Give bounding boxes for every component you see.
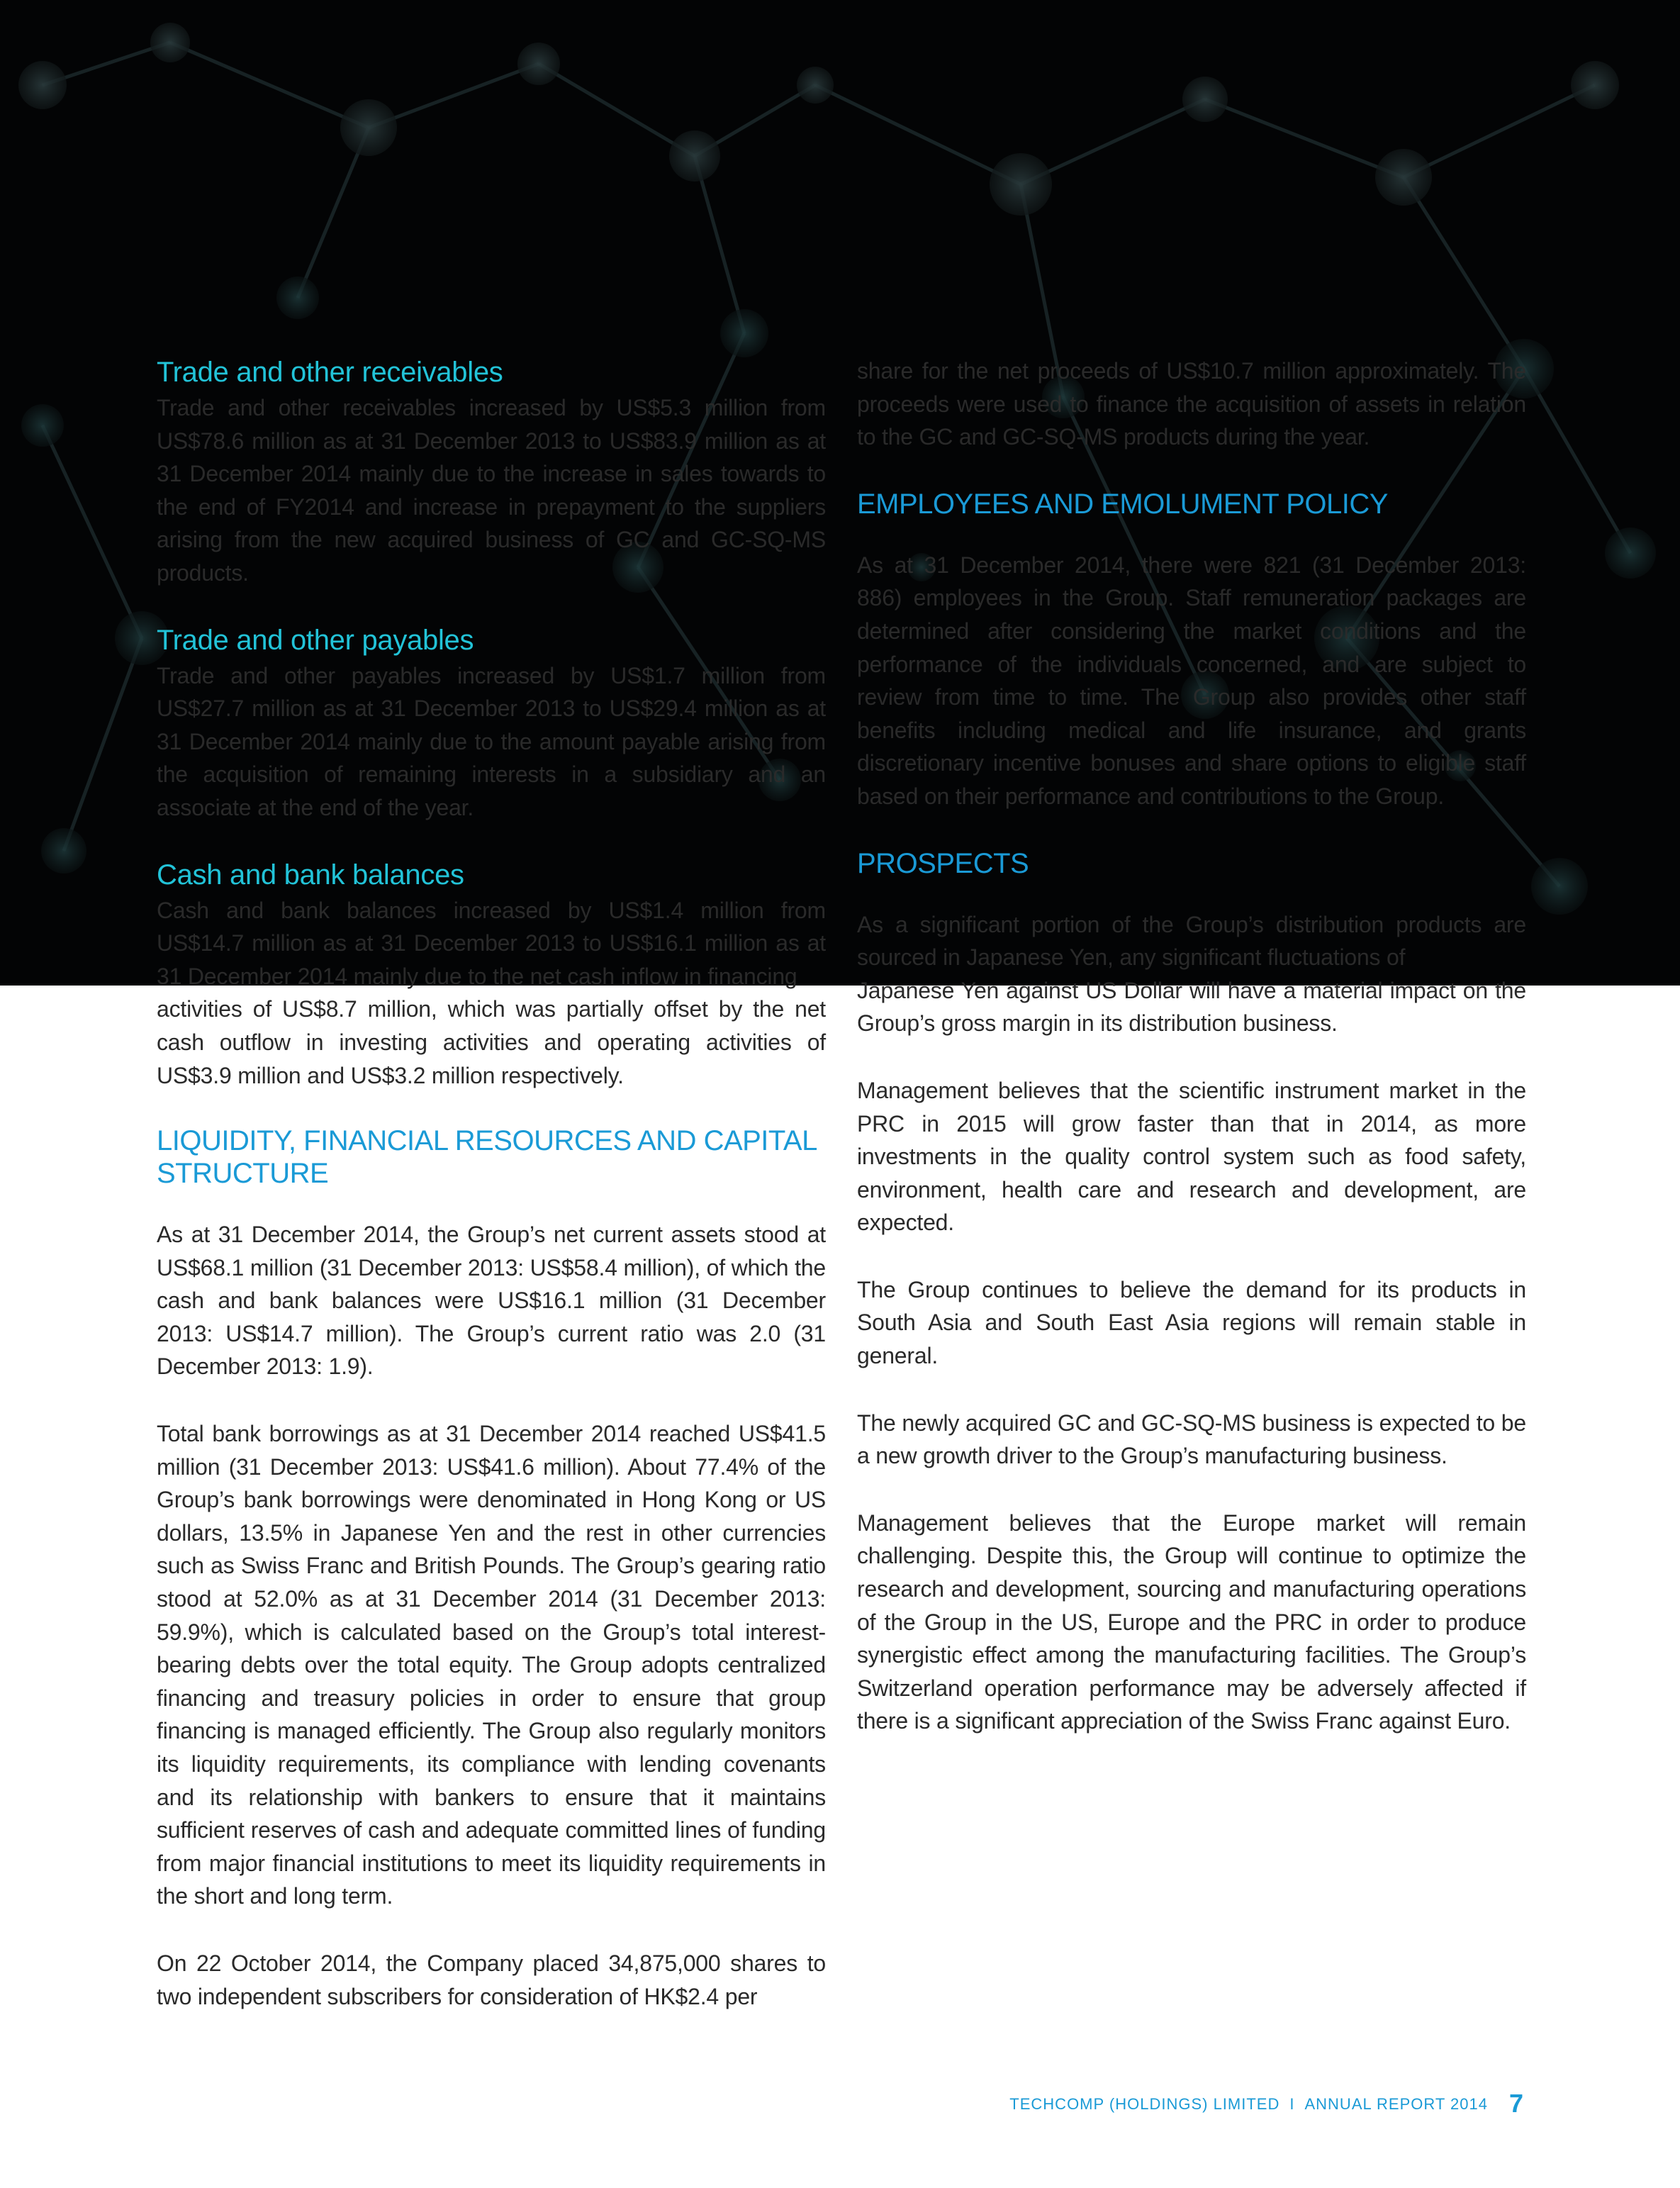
footer-separator: I (1289, 2095, 1295, 2113)
cash-text-dark: Cash and bank balances increased by US$1.4 million from US$14.7 million as at 31 December 2013 to US$16.1 million as at 31 December 2014 mainly due to the net cash inflow in financing (157, 897, 826, 989)
right-column (857, 355, 1526, 1738)
footer-report: ANNUAL REPORT 2014 (1304, 2095, 1488, 2113)
prospects-paragraph-1: Japanese Yen against US Dollar will have a material impact on the Group’s gross margin in its distribution business. (857, 977, 1526, 1037)
prospects-paragraph-5: Management believes that the Europe market will remain challenging. Despite this, the Group will continue to optimize the research and development, sourcing and manufacturing operations of the Group in the US, Europe and the PRC in order to produce synergistic effect among the manufacturing facilities. The Group’s Switzerland operation performance may be adversely affected if there is a significant appreciation of the Swiss Franc against Euro. (857, 1509, 1526, 1734)
liquidity-paragraph-1: As at 31 December 2014, the Group’s net current assets stood at US$68.1 million (31 December 2013: US$58.4 million), of which the cash and bank balances were US$16.1 million (31 December 2013: US$14.7 million). The Group’s current ratio was 2.0 (31 December 2013: 1.9). (157, 1222, 826, 1380)
payables-text: Trade and other payables increased by US$1.7 million from US$27.7 million as at 31 December 2013 to US$29.4 million as at 31 December 2014 mainly due to the amount payable arising from the acquisition of remaining interests in a subsidiary and an associate at the end of the year. (157, 662, 826, 820)
payables-heading: Trade and other payables (157, 624, 474, 656)
liquidity-paragraph-3: On 22 October 2014, the Company placed 34,875,000 shares to two independent subscribers for consideration of HK$2.4 per (157, 1950, 826, 2009)
cash-heading: Cash and bank balances (157, 859, 464, 891)
cash-text: activities of US$8.7 million, which was partially offset by the net cash outflow in investing activities and operating activities of US$3.9 million and US$3.2 million respectively. (157, 996, 826, 1088)
page-number: 7 (1508, 2089, 1523, 2118)
prospects-heading: PROSPECTS (857, 847, 1029, 879)
receivables-text: Trade and other receivables increased by US$5.3 million from US$78.6 million as at 31 December 2013 to US$83.9 million as at 31 December 2014 mainly due to the increase in sales towards to the end of FY2014 and increase in prepayment to the suppliers arising from the new acquired business of GC and GC-SQ-MS products. (157, 395, 826, 586)
prospects-paragraph-3: The Group continues to believe the demand for its products in South Asia and South East Asia regions will remain stable in general. (857, 1276, 1526, 1369)
placement-continuation: share for the net proceeds of US$10.7 million approximately. The proceeds were used to finance the acquisition of assets in relation to the GC and GC-SQ-MS products during the year. (857, 358, 1526, 450)
left-column (157, 355, 826, 2013)
employees-heading: EMPLOYEES AND EMOLUMENT POLICY (857, 488, 1388, 520)
employees-text: As at 31 December 2014, there were 821 (31 December 2013: 886) employees in the Group. Staff remuneration packages are determined after considering the market conditions and the performance of the individuals concerned, and are subject to review from time to time. The Group also provides other staff benefits including medical and life insurance, and grants discretionary incentive bonuses and share options to eligible staff based on their performance and contributions to the Group. (857, 552, 1526, 809)
page-footer (1009, 2089, 1523, 2119)
prospects-paragraph-4: The newly acquired GC and GC-SQ-MS business is expected to be a new growth driver to the Group’s manufacturing business. (857, 1410, 1526, 1469)
footer-company: TECHCOMP (HOLDINGS) LIMITED (1009, 2095, 1280, 2113)
liquidity-paragraph-2: Total bank borrowings as at 31 December 2014 reached US$41.5 million (31 December 2013: US$41.6 million). About 77.4% of the Group’s bank borrowings were denominated in Hong Kong or US dollars, 13.5% in Japanese Yen and the rest in other currencies such as Swiss Franc and British Pounds. The Group’s gearing ratio stood at 52.0% as at 31 December 2014 (31 December 2013: 59.9%), which is calculated based on the Group’s total interest-bearing debts over the total equity. The Group adopts centralized financing and treasury policies in order to ensure that group financing is managed efficiently. The Group also regularly monitors its liquidity requirements, its compliance with lending covenants and its relationship with bankers to ensure that it maintains sufficient reserves of cash and adequate committed lines of funding from major financial institutions to meet its liquidity requirements in the short and long term. (157, 1421, 826, 1909)
prospects-paragraph-1-dark: As a significant portion of the Group’s distribution products are sourced in Japanese Yen, any significant fluctuations of (857, 911, 1526, 971)
prospects-paragraph-2: Management believes that the scientific instrument market in the PRC in 2015 will grow faster than that in 2014, as more investments in the quality control system such as food safety, environment, health care and research and development, are expected. (857, 1077, 1526, 1236)
liquidity-heading: LIQUIDITY, FINANCIAL RESOURCES AND CAPITAL STRUCTURE (157, 1125, 817, 1190)
receivables-heading: Trade and other receivables (157, 357, 503, 388)
